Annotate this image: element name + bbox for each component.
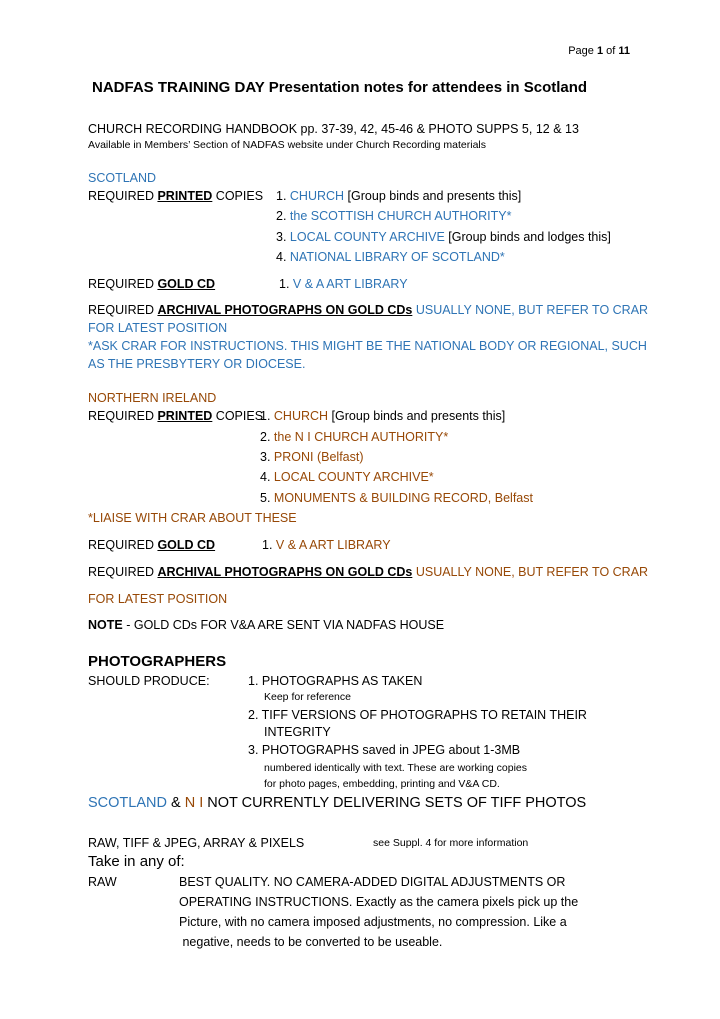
should-produce: SHOULD PRODUCE: [88,674,210,688]
ni-liaise-note: *LIAISE WITH CRAR ABOUT THESE [88,511,297,525]
handbook-availability: Available in Members’ Section of NADFAS website under Church Recording materials [88,139,487,151]
ni-archival-note: FOR LATEST POSITION [88,592,228,606]
scotland-copy-item: 4. NATIONAL LIBRARY OF SCOTLAND* [276,250,505,264]
ni-copy-item: 4. LOCAL COUNTY ARCHIVE* [260,470,434,484]
ni-required-gold: REQUIRED GOLD CD [88,538,216,552]
scotland-gold-item: 1. V & A ART LIBRARY [279,277,408,291]
ni-archival: REQUIRED ARCHIVAL PHOTOGRAPHS ON GOLD CDs USUALLY NONE, BUT REFER TO CRAR [88,565,649,579]
page-of: of [603,45,619,57]
scotland-heading: SCOTLAND [88,171,157,185]
raw-description-4: negative, needs to be converted to be useable. [179,935,443,949]
scotland-archival-note: FOR LATEST POSITION [88,321,228,335]
ni-copy-item: 3. PRONI (Belfast) [260,450,364,464]
page-number [568,45,630,58]
produce-item-1-note: Keep for reference [264,691,351,703]
raw-section-heading: RAW, TIFF & JPEG, ARRAY & PIXELS [88,836,305,850]
raw-description-3: Picture, with no camera imposed adjustments, no compression. Like a [179,915,567,929]
document-title: NADFAS TRAINING DAY Presentation notes for attendees in Scotland [92,79,588,96]
ni-gold-item: 1. V & A ART LIBRARY [262,538,391,552]
produce-item-1: 1. PHOTOGRAPHS AS TAKEN [248,674,423,688]
scotland-ask-crar: *ASK CRAR FOR INSTRUCTIONS. THIS MIGHT BE THE NATIONAL BODY OR REGIONAL, SUCH [88,339,647,353]
scotland-copy-item: 3. LOCAL COUNTY ARCHIVE [Group binds and lodges this] [276,230,611,244]
scotland-ask-crar-2: AS THE PRESBYTERY OR DIOCESE. [88,357,306,371]
scotland-required-gold: REQUIRED GOLD CD [88,277,216,291]
raw-description-2: OPERATING INSTRUCTIONS. Exactly as the camera pixels pick up the [179,895,579,909]
tiff-status-line: SCOTLAND & N I NOT CURRENTLY DELIVERING SETS OF TIFF PHOTOS [88,795,587,811]
raw-label: RAW [88,875,117,889]
ni-copy-item: 5. MONUMENTS & BUILDING RECORD, Belfast [260,491,533,505]
produce-item-3-note-2: for photo pages, embedding, printing and V&A CD. [264,778,500,790]
raw-description: BEST QUALITY. NO CAMERA-ADDED DIGITAL ADJUSTMENTS OR [179,875,566,889]
produce-item-2-cont: INTEGRITY [264,725,331,739]
handbook-reference: CHURCH RECORDING HANDBOOK pp. 37-39, 42, 45-46 & PHOTO SUPPS 5, 12 & 13 [88,122,579,136]
ni-required-printed: REQUIRED PRINTED COPIES [88,409,264,423]
scotland-copy-item: 1. CHURCH [Group binds and presents this] [276,189,522,203]
produce-item-2: 2. TIFF VERSIONS OF PHOTOGRAPHS TO RETAIN THEIR [248,708,587,722]
ni-heading: NORTHERN IRELAND [88,391,217,405]
ni-copy-item: 1. CHURCH [Group binds and presents this] [260,409,506,423]
scotland-archival: REQUIRED ARCHIVAL PHOTOGRAPHS ON GOLD CDs USUALLY NONE, BUT REFER TO CRAR [88,303,649,317]
page-label: Page [568,45,597,57]
photographers-heading: PHOTOGRAPHERS [88,653,227,670]
total-pages: 11 [618,45,630,57]
current-page: 1 [596,45,604,57]
scotland-required-printed: REQUIRED PRINTED COPIES [88,189,264,203]
ni-copy-item: 2. the N I CHURCH AUTHORITY* [260,430,449,444]
take-in-heading: Take in any of: [88,853,185,870]
suppl-reference: see Suppl. 4 for more information [373,837,529,849]
produce-item-3-note: numbered identically with text. These are working copies [264,762,528,774]
scotland-copy-item: 2. the SCOTTISH CHURCH AUTHORITY* [276,209,512,223]
produce-item-3: 3. PHOTOGRAPHS saved in JPEG about 1-3MB [248,743,521,757]
note-line: NOTE - GOLD CDs FOR V&A ARE SENT VIA NADFAS HOUSE [88,618,445,632]
